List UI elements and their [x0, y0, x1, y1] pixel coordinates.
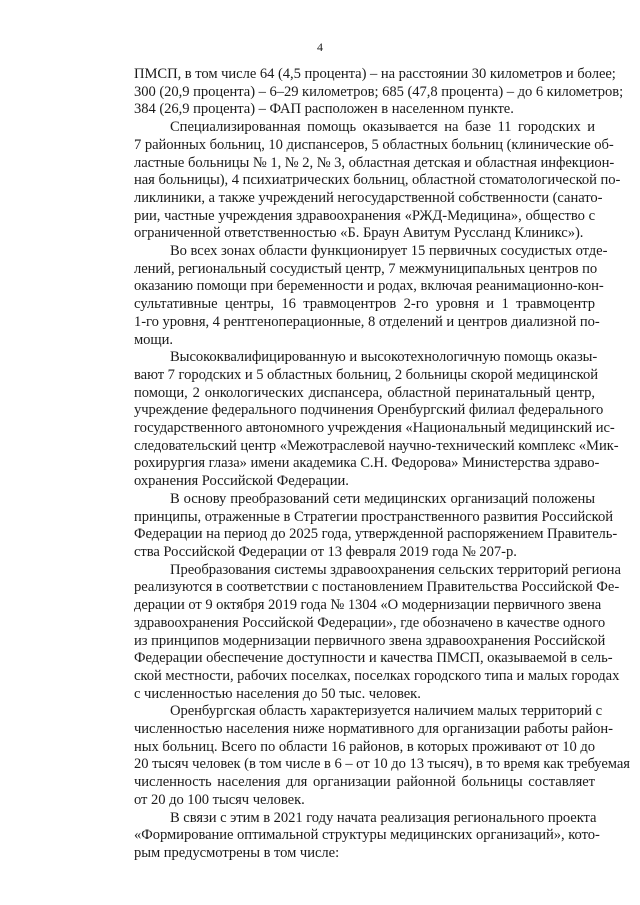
document-body: [98, 66, 630, 863]
paragraph: [98, 66, 624, 119]
text-line: оказанию помощи при беременности и родах, включая реанимационно-кон-: [134, 278, 604, 295]
paragraph: [98, 490, 618, 562]
text-line: ная больницы), 4 психиатрических больниц, областной стоматологической по-: [134, 172, 621, 189]
text-line: рым предусмотрены в том числе:: [134, 844, 340, 861]
paragraph: [98, 809, 600, 863]
text-line: охранения Российской Федерации.: [134, 473, 349, 490]
text-line: 300 (20,9 процента) – 6–29 километров; 685 (47,8 процента) – до 6 километров;: [134, 83, 624, 100]
text-line: Высококвалифицированную и высокотехнологичную помощь оказы-: [170, 349, 598, 366]
paragraph: [98, 119, 621, 243]
page-number: 4: [317, 40, 323, 54]
paragraph: [98, 561, 621, 704]
text-line: дерации от 9 октября 2019 года № 1304 «О модернизации первичного звена: [134, 597, 602, 614]
paragraph: [98, 703, 630, 809]
text-line: Федерации на период до 2025 года, утвержденной распоряжением Правитель-: [134, 526, 618, 543]
text-line: следовательский центр «Межотраслевой научно-технический комплекс «Мик-: [134, 437, 619, 454]
text-line: Преобразования системы здравоохранения сельских территорий региона: [170, 561, 621, 578]
text-line: ликлиники, а также учреждений негосударственной собственности (санато-: [134, 189, 603, 206]
text-line: 20 тысяч человек (в том числе в 6 – от 10 до 13 тысяч), в то время как требуемая: [134, 756, 630, 773]
text-line: В связи с этим в 2021 году начата реализация регионального проекта: [170, 809, 597, 826]
text-line: мощи.: [134, 331, 173, 348]
text-line: численностью населения ниже нормативного для организации работы район-: [134, 721, 613, 738]
text-line: помощи, 2 онкологических диспансера, областной перинатальный центр,: [134, 384, 595, 401]
text-line: Специализированная помощь оказывается на базе 11 городских и: [170, 119, 595, 136]
text-line: лений, региональный сосудистый центр, 7 межмуниципальных центров по: [134, 260, 598, 277]
text-line: с численностью населения до 50 тыс. человек.: [134, 685, 421, 702]
paragraph: [98, 349, 619, 491]
text-line: принципы, отраженные в Стратегии пространственного развития Российской: [134, 508, 613, 525]
text-line: из принципов модернизации первичного звена здравоохранения Российской: [134, 632, 606, 649]
text-line: рии, частные учреждения здравоохранения «РЖД-Медицина», общество с: [134, 207, 595, 224]
text-line: ограниченной ответственностью «Б. Браун Авитум Руссланд Клиникс»).: [134, 225, 584, 242]
text-line: Оренбургская область характеризуется наличием малых территорий с: [170, 703, 603, 720]
text-line: учреждение федерального подчинения Оренбургский филиал федерального: [134, 402, 604, 419]
text-line: Федерации обеспечение доступности и качества ПМСП, оказываемой в сель-: [134, 650, 613, 667]
text-line: ской местности, рабочих поселках, поселках городского типа и малых городах: [134, 667, 620, 684]
text-line: вают 7 городских и 5 областных больниц, 2 больницы скорой медицинской: [134, 366, 598, 383]
text-line: ства Российской Федерации от 13 февраля 2019 года № 207-р.: [134, 543, 517, 560]
text-line: здравоохранения Российской Федерации», где обозначено в качестве одного: [134, 614, 606, 631]
text-line: 1-го уровня, 4 рентгеноперационные, 8 отделений и центров диализной по-: [134, 313, 600, 330]
text-line: Во всех зонах области функционирует 15 первичных сосудистых отде-: [170, 243, 608, 260]
text-line: рохирургия глаза» имени академика С.Н. Федорова» Министерства здраво-: [134, 455, 600, 472]
text-line: «Формирование оптимальной структуры медицинских организаций», кото-: [134, 827, 600, 844]
text-line: ных больниц. Всего по области 16 районов, в которых проживают от 10 до: [134, 738, 595, 755]
text-line: сультативные центры, 16 травмоцентров 2-го уровня и 1 травмоцентр: [134, 296, 595, 313]
text-line: ПМСП, в том числе 64 (4,5 процента) – на расстоянии 30 километров и более;: [134, 66, 616, 82]
paragraph: [98, 243, 608, 349]
text-line: 7 районных больниц, 10 диспансеров, 5 областных больниц (клинические об-: [134, 136, 614, 153]
text-line: В основу преобразований сети медицинских организаций положены: [170, 490, 595, 507]
text-line: численность населения для организации районной больницы составляет: [134, 774, 595, 791]
text-line: 384 (26,9 процента) – ФАП расположен в населенном пункте.: [134, 101, 514, 118]
text-line: государственного автономного учреждения «Национальный медицинский ис-: [134, 420, 615, 437]
text-line: ластные больницы № 1, № 2, № 3, областная детская и областная инфекцион-: [134, 154, 615, 171]
text-line: реализуются в соответствии с постановлением Правительства Российской Фе-: [134, 579, 620, 596]
text-line: от 20 до 100 тысяч человек.: [134, 791, 305, 808]
